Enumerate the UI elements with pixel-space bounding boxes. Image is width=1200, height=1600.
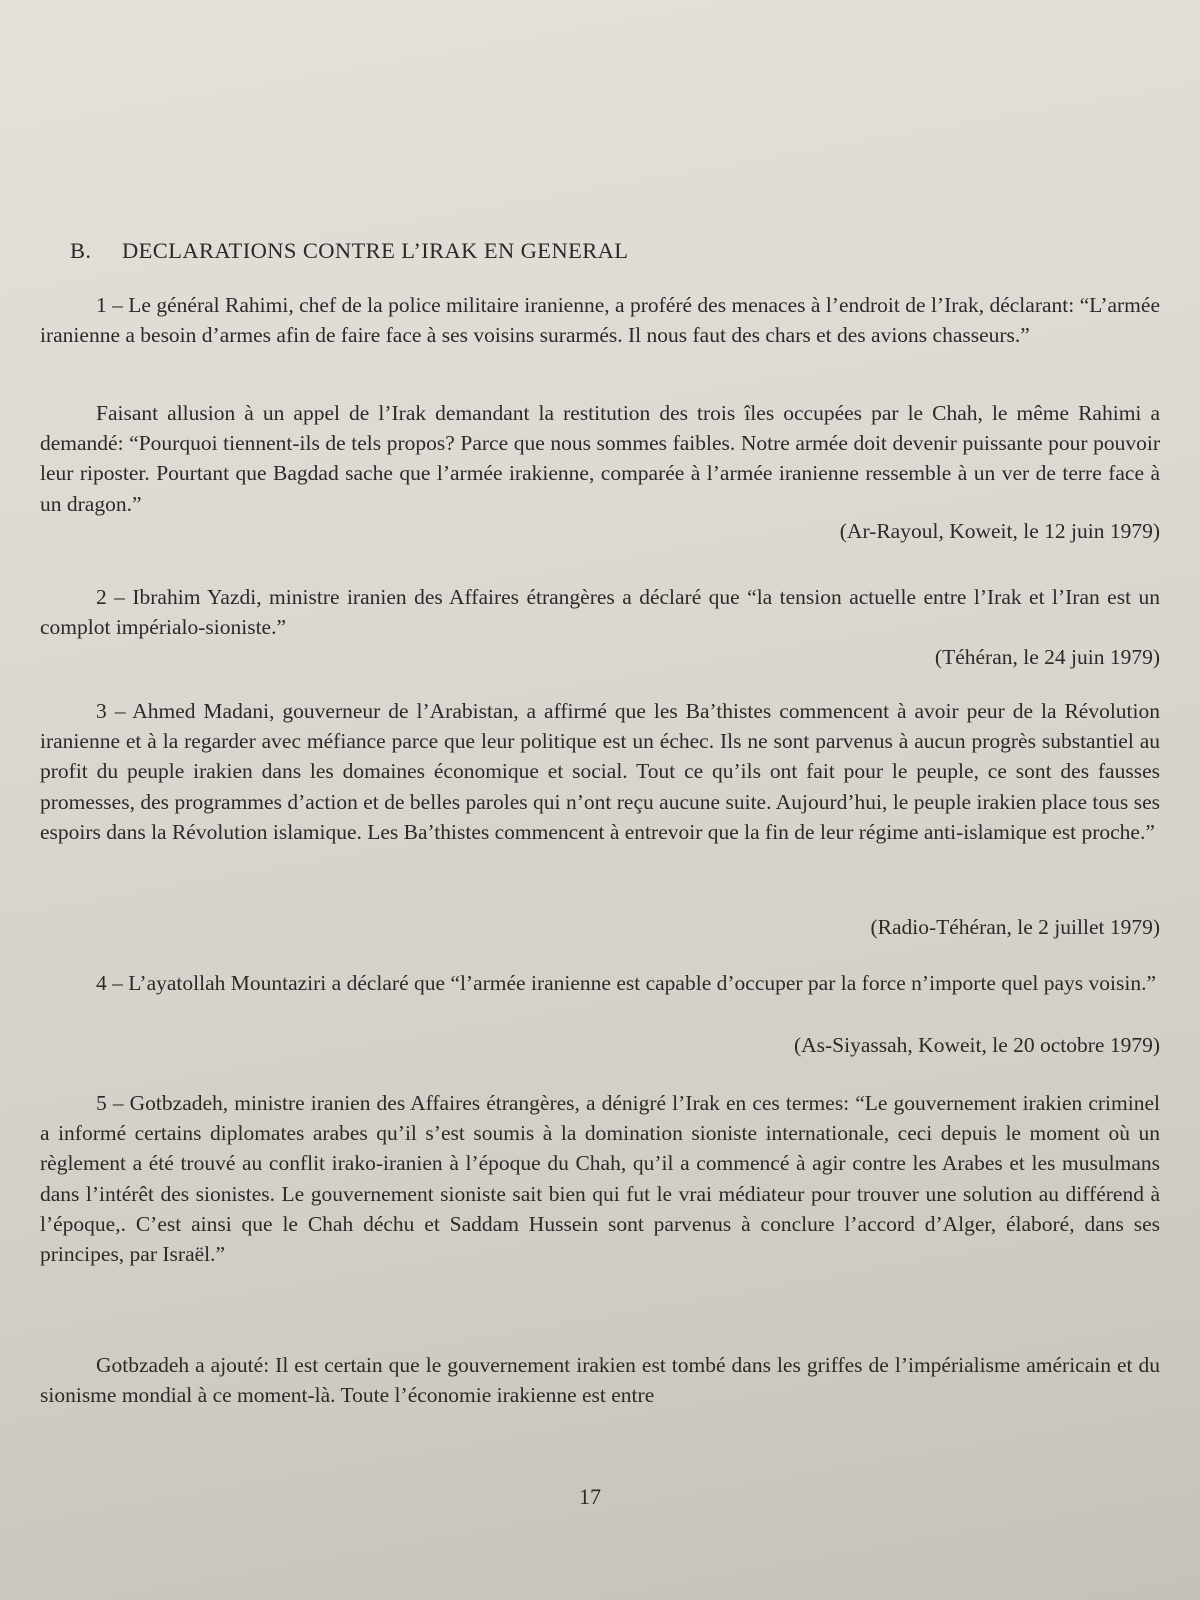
source-citation-4: (As-Siyassah, Koweit, le 20 octobre 1979) [793, 1033, 1160, 1057]
paragraph-2: Faisant allusion à un appel de l’Irak demandant la restitution des trois îles occupées par le Chah, le même Rahimi a demandé: “Pourquoi tiennent-ils de tels propos? Parce que nous sommes faibles. Notre armée doit devenir puissante pour pouvoir leur riposter. Pourtant que Bagdad sache que l’armée irakienne, comparée à l’armée iranienne ressemble à un ver de terre face à un dragon.” [40, 401, 1160, 516]
paragraph-1: 1 – Le général Rahimi, chef de la police militaire iranienne, a proféré des menaces à l’endroit de l’Irak, déclarant: “L’armée iranienne a besoin d’armes afin de faire face à ses voisins surarmés. Il nous faut des chars et des avions chasseurs.” [40, 293, 1160, 348]
section-heading [70, 238, 628, 264]
source-citation-2: (Téhéran, le 24 juin 1979) [934, 645, 1160, 669]
paragraph-3: 2 – Ibrahim Yazdi, ministre iranien des Affaires étrangères a déclaré que “la tension actuelle entre l’Irak et l’Iran est un complot impérialo-sioniste.” [40, 585, 1160, 640]
page-number: 17 [579, 1484, 601, 1509]
paragraph-7: Gotbzadeh a ajouté: Il est certain que le gouvernement irakien est tombé dans les griffes de l’impérialisme américain et du sionisme mondial à ce moment-là. Toute l’économie irakienne est entre [40, 1353, 1160, 1408]
document-page [40, 0, 1160, 1600]
section-letter: B. [70, 238, 92, 263]
paragraph-4: 3 – Ahmed Madani, gouverneur de l’Arabistan, a affirmé que les Ba’thistes commencent à avoir peur de la Révolution iranienne et à la regarder avec méfiance parce que leur politique est un échec. Ils ne sont parvenus à aucun progrès substantiel au profit du peuple irakien dans les domaines économique et social. Tout ce qu’ils ont fait pour le peuple, ce sont des fausses promesses, des programmes d’action et de belles paroles qui n’ont reçu aucune suite. Aujourd’hui, le peuple irakien place tous ses espoirs dans la Révolution islamique. Les Ba’thistes commencent à entrevoir que la fin de leur régime anti-islamique est proche.” [40, 699, 1160, 844]
paragraph-6: 5 – Gotbzadeh, ministre iranien des Affaires étrangères, a dénigré l’Irak en ces termes: “Le gouvernement irakien criminel a informé certains diplomates arabes qu’il s’est soumis à la domination sioniste internationale, ceci depuis le moment où un règlement a été trouvé au conflit irako-iranien à l’époque du Chah, qu’il a commencé à agir contre les Arabes et les musulmans dans l’intérêt des sionistes. Le gouvernement sioniste sait bien qui fut le vrai médiateur pour trouver une solution au différend à l’époque,. C’est ainsi que le Chah déchu et Saddam Hussein sont parvenus à conclure l’accord d’Alger, élaboré, dans ses principes, par Israël.” [40, 1091, 1160, 1267]
paragraph-5: 4 – L’ayatollah Mountaziri a déclaré que “l’armée iranienne est capable d’occuper par la force n’importe quel pays voisin.” [96, 971, 1156, 995]
source-citation-1: (Ar-Rayoul, Koweit, le 12 juin 1979) [839, 519, 1160, 543]
source-citation-3: (Radio-Téhéran, le 2 juillet 1979) [870, 915, 1160, 939]
section-title: DECLARATIONS CONTRE L’IRAK EN GENERAL [122, 238, 629, 263]
